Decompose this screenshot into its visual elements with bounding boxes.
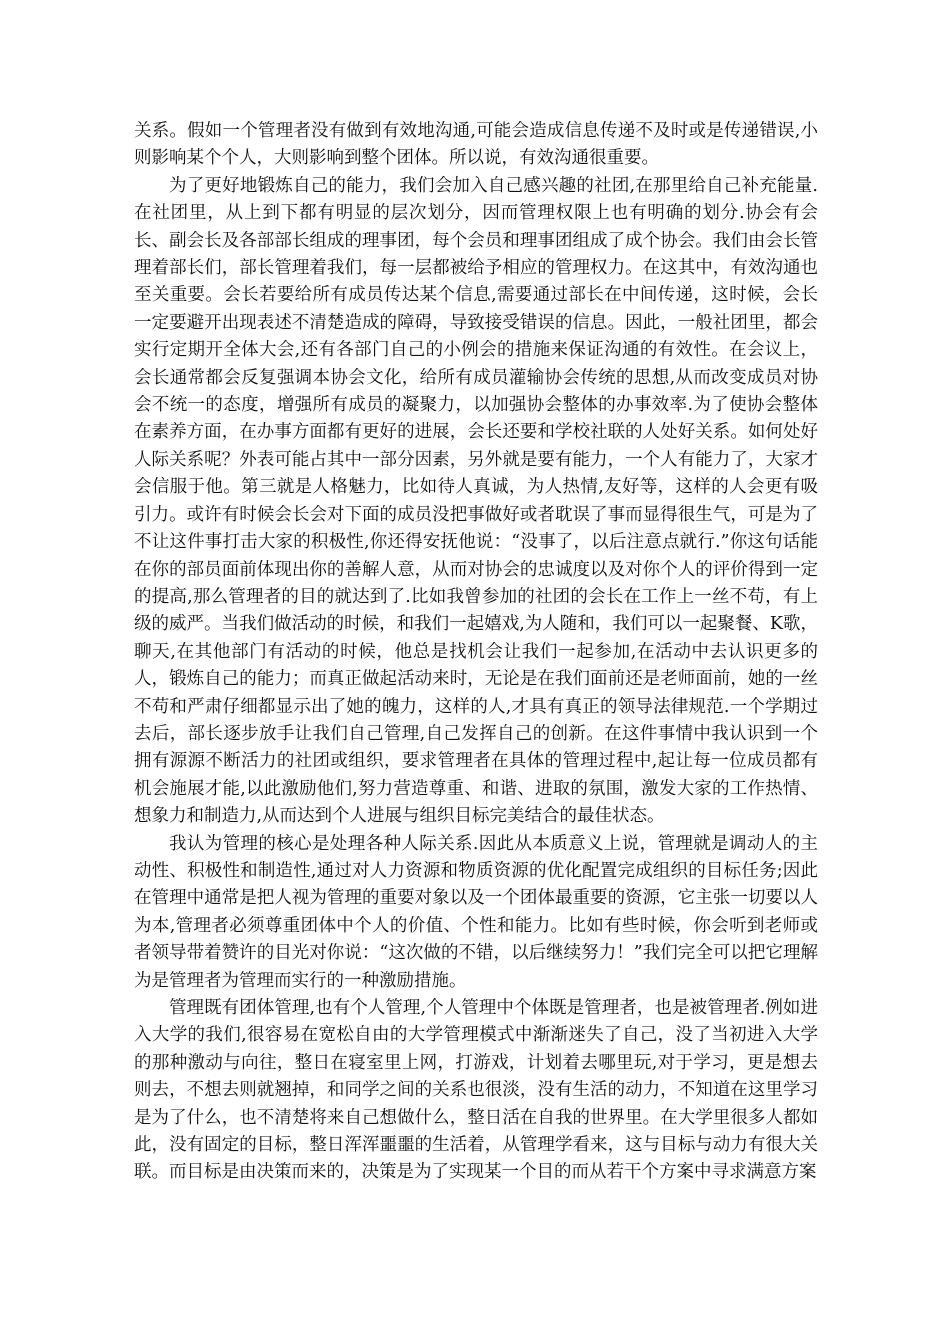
paragraph-3: 我认为管理的核心是处理各种人际关系.因此从本质意义上说，管理就是调动人的主动性、积极性和制造性,通过对人力资源和物质资源的优化配置完成组织的目标任务;因此在管理中通常是把人视为管理的重要对象以及一个团体最重要的资源，它主张一切要以人为本,管理者必须尊重团体中个人的价值、个性和能力。比如有些时候，你会听到老师或者领导带着赞许的目光对你说：“这次做的不错，以后继续努力！”我们完全可以把它理解为是管理者为管理而实行的一种激励措施。 xyxy=(134,833,818,991)
paragraph-1: 关系。假如一个管理者没有做到有效地沟通,可能会造成信息传递不及时或是传递错误,小则影响某个个人，大则影响到整个团体。所以说，有效沟通很重要。 xyxy=(134,121,818,169)
paragraph-4: 管理既有团体管理,也有个人管理,个人管理中个体既是管理者，也是被管理者.例如进入大学的我们,很容易在宽松自由的大学管理模式中渐渐迷失了自己，没了当初进入大学的那种激动与向往，整日在寝室里上网，打游戏，计划着去哪里玩,对于学习，更是想去则去，不想去则就翘掉，和同学之间的关系也很淡，没有生活的动力，不知道在这里学习是为了什么，也不清楚将来自己想做什么，整日活在自我的世界里。在大学里很多人都如此，没有固定的目标，整日浑浑噩噩的生活着，从管理学看来，这与目标与动力有很大关联。而目标是由决策而来的，决策是为了实现某一个目的而从若干个方案中寻求满意方案 xyxy=(134,998,818,1183)
document-page xyxy=(134,118,818,1187)
paragraph-2: 为了更好地锻炼自己的能力，我们会加入自己感兴趣的社团,在那里给自己补充能量.在社团里，从上到下都有明显的层次划分，因而管理权限上也有明确的划分.协会有会长、副会长及各部部长组成的理事团，每个会员和理事团组成了成个协会。我们由会长管理着部长们，部长管理着我们，每一层都被给予相应的管理权力。在这其中，有效沟通也至关重要。会长若要给所有成员传达某个信息,需要通过部长在中间传递，这时候，会长一定要避开出现表述不清楚造成的障碍，导致接受错误的信息。因此，一般社团里，都会实行定期开全体大会,还有各部门自己的小例会的措施来保证沟通的有效性。在会议上，会长通常都会反复强调本协会文化，给所有成员灌输协会传统的思想,从而改变成员对协会不统一的态度，增强所有成员的凝聚力，以加强协会整体的办事效率.为了使协会整体在素养方面，在办事方面都有更好的进展，会长还要和学校社联的人处好关系。如何处好人际关系呢？外表可能占其中一部分因素，另外就是要有能力，一个人有能力了，大家才会信服于他。第三就是人格魅力，比如待人真诚，为人热情,友好等，这样的人会更有吸引力。或许有时候会长会对下面的成员没把事做好或者耽误了事而显得很生气，可是为了不让这件事打击大家的积极性,你还得安抚他说：“没事了，以后注意点就行.”你这句话能在你的部员面前体现出你的善解人意，从而对协会的忠诚度以及对你个人的评价得到一定的提高,那么管理者的目的就达到了.比如我曾参加的社团的会长在工作上一丝不苟，有上级的威严。当我们做活动的时候，和我们一起嬉戏,为人随和，我们可以一起聚餐、K歌，聊天,在其他部门有活动的时候，他总是找机会让我们一起参加,在活动中去认识更多的人，锻炼自己的能力；而真正做起活动来时，无论是在我们面前还是老师面前，她的一丝不苟和严肃仔细都显示出了她的魄力，这样的人,才具有真正的领导法律规范.一个学期过去后，部长逐步放手让我们自己管理,自己发挥自己的创新。在这件事情中我认识到一个拥有源源不断活力的社团或组织，要求管理者在具体的管理过程中,起让每一位成员都有机会施展才能,以此激励他们,努力营造尊重、和谐、进取的氛围，激发大家的工作热情、想象力和制造力,从而达到个人进展与组织目标完美结合的最佳状态。 xyxy=(134,175,818,827)
